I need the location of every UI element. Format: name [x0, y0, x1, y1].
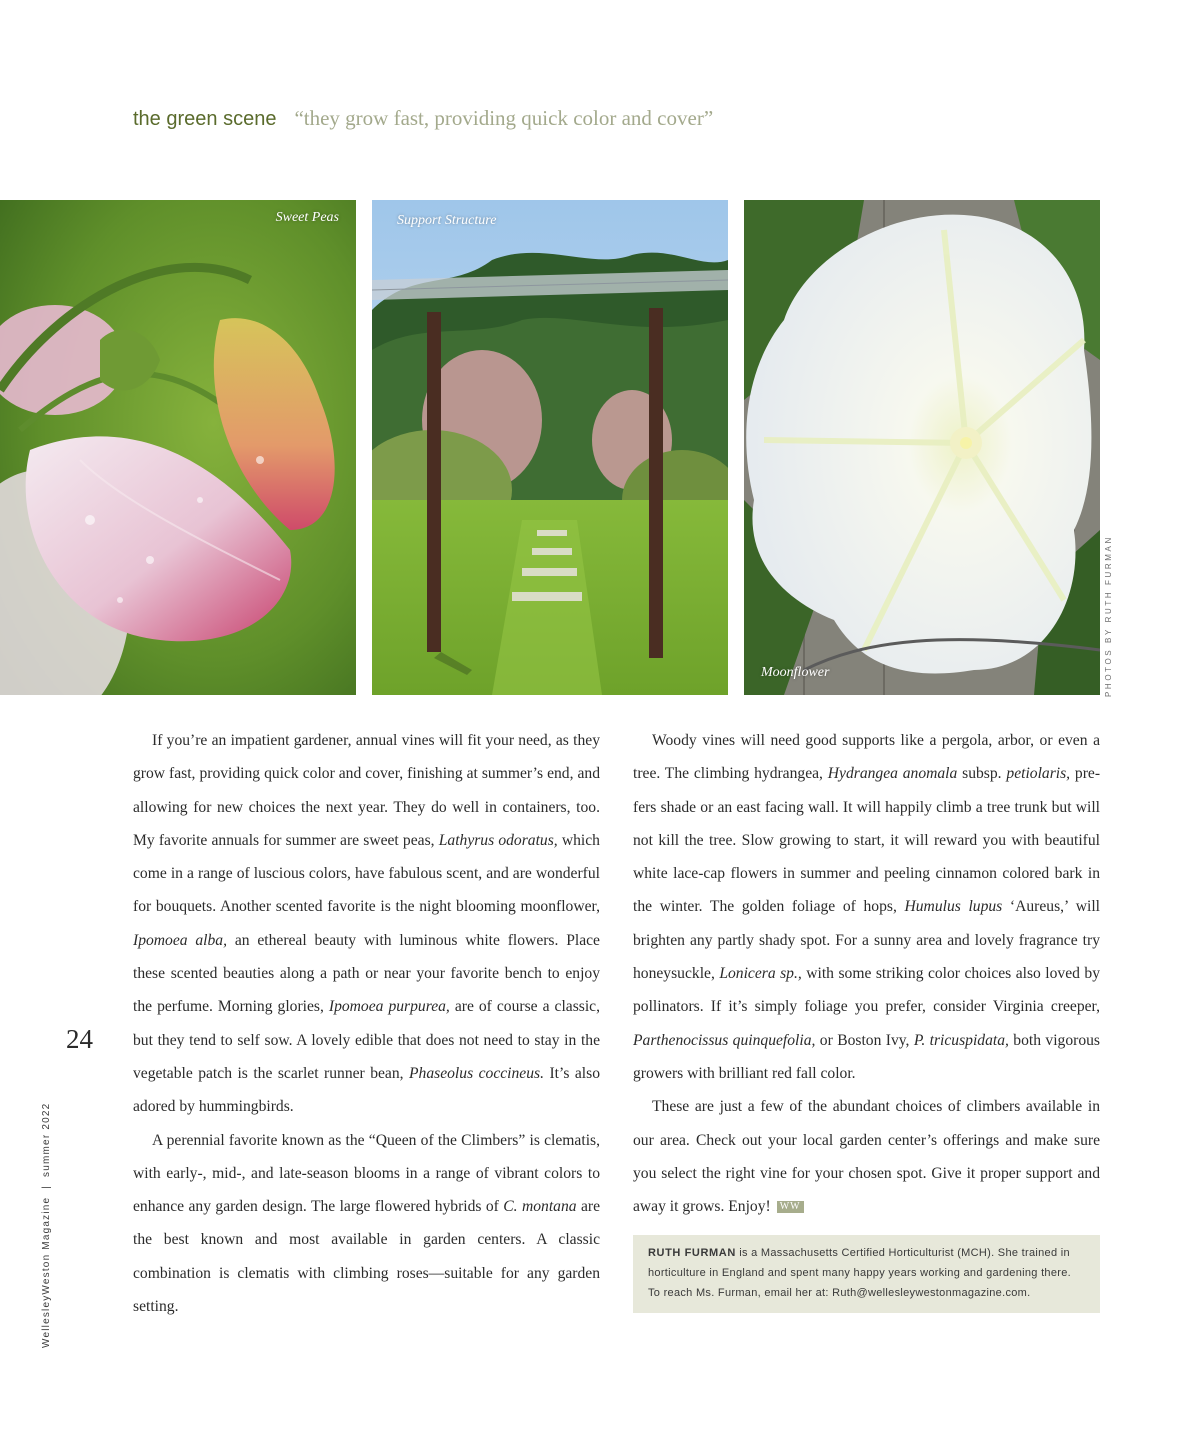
page-header	[133, 106, 713, 131]
species-name: C. montana	[503, 1198, 577, 1216]
paragraph-text: Woody vines will need good supports like a pergola, arbor, or even a tree. The climbing hydrangea,	[633, 732, 1100, 783]
paragraph-text: which come in a range of luscious colors, have fabulous scent, and are wonderful for bouquets. Another scented favorite is the night blooming moonflower,	[133, 831, 600, 916]
sweet-peas-caption: Sweet Peas	[275, 210, 339, 225]
species-name: Hydrangea anomala	[827, 765, 958, 783]
paragraph-text: If you’re an impatient gardener, annual vines will fit your need, as they grow fast, providing quick color and cover, finishing at summer’s end, and allowing for new choices the next year. They do well in containers, too. My favorite annuals for summer are sweet peas,	[133, 732, 600, 849]
moonflower-photo	[744, 200, 1100, 695]
article-paragraph	[633, 1090, 1100, 1223]
page-number: 24	[66, 1024, 93, 1054]
article-left-column	[133, 724, 600, 1323]
species-name: Phaseolus coccineus.	[409, 1064, 544, 1082]
paragraph-text: are the best known and most available in garden centers. A classic combination is clematis with climbing roses—suitable for any garden setting.	[133, 1198, 600, 1316]
paragraph-text: subsp.	[957, 765, 1007, 783]
paragraph-text: ‘Aureus,’ will brighten any partly shady spot. For a sunny area and lovely fragrance try honeysuckle,	[633, 898, 1100, 983]
species-name: Ipomoea alba,	[133, 931, 227, 949]
paragraph-text: an ethereal beauty with luminous white flowers. Place these scented beauties along a path or near your favorite bench to enjoy the perfume. Morning glories,	[133, 931, 600, 1016]
moonflower-caption: Moonflower	[761, 665, 830, 680]
article-paragraph	[633, 724, 1100, 1090]
species-name: Humulus lupus	[904, 898, 1003, 916]
author-bio-text: is a Massachusetts Certified Horticulturist (MCH). She trained in horticulture in England and spent many happy years working and gardening there. To reach Ms. Furman, email her at: Ruth@wellesleywestonmagazine.com.	[648, 1247, 1072, 1299]
species-name: Lonicera sp.,	[719, 965, 802, 983]
paragraph-text: A perennial favorite known as the “Queen of the Climbers” is clematis, with early-, mid-, and late-season blooms in a range of vibrant colors to enhance any garden design. The large flowered hybrids of	[133, 1131, 600, 1216]
article-paragraph	[133, 724, 600, 1124]
magazine-name: WellesleyWeston Magazine	[41, 1196, 52, 1348]
paragraph-text: prefers shade or an east facing wall. It will happily climb a tree trunk but will not kill the tree. Slow growing to start, it will reward you with beautiful white lace-cap flowers in summer and peeling cinnamon colored bark in the winter. The golden foliage of hops,	[633, 765, 1101, 916]
end-mark-logo: WW	[777, 1201, 804, 1213]
support-structure-image	[372, 200, 728, 695]
section-name: the green scene	[133, 108, 277, 130]
footer-separator: |	[41, 1184, 52, 1189]
species-name: Parthenocissus quinquefolia,	[633, 1031, 816, 1049]
support-structure-photo	[372, 200, 728, 695]
sweet-peas-image	[0, 200, 356, 695]
paragraph-text: both vigorous growers with brilliant red fall color.	[633, 1031, 1101, 1082]
author-bio	[633, 1235, 1100, 1313]
support-structure-caption: Support Structure	[397, 213, 497, 228]
paragraph-text: or Boston Ivy,	[815, 1031, 914, 1049]
footer-masthead	[40, 1103, 54, 1348]
paragraph-text: are of course a classic, but they tend to self sow. A lovely edible that does not need to stay in the vegetable patch is the scarlet runner bean,	[133, 998, 600, 1082]
paragraph-text: It’s also adored by hummingbirds.	[133, 1064, 600, 1116]
species-name: petiolaris,	[1006, 765, 1071, 783]
pull-quote: “they grow fast, providing quick color and cover”	[294, 106, 714, 130]
issue-label: summer 2022	[41, 1102, 52, 1177]
paragraph-text: with some striking color choices also loved by pollinators. If it’s simply foliage you prefer, consider Virginia creeper,	[633, 965, 1101, 1016]
species-name: Ipomoea purpurea,	[328, 998, 450, 1016]
sweet-peas-photo	[0, 200, 356, 695]
author-name: RUTH FURMAN	[648, 1247, 736, 1259]
species-name: Lathyrus odoratus,	[438, 831, 558, 849]
article-paragraph	[133, 1124, 600, 1324]
moonflower-image	[744, 200, 1100, 695]
photo-credit: PHOTOS BY RUTH FURMAN	[1104, 535, 1113, 697]
paragraph-text: These are just a few of the abundant choices of climbers available in our area. Check out your local garden center’s offerings and make sure you select the right vine for your chosen spot. Give it proper support and away it grows. Enjoy!	[633, 1098, 1100, 1216]
species-name: P. tricuspidata,	[913, 1031, 1009, 1049]
article-right-column	[633, 724, 1100, 1223]
